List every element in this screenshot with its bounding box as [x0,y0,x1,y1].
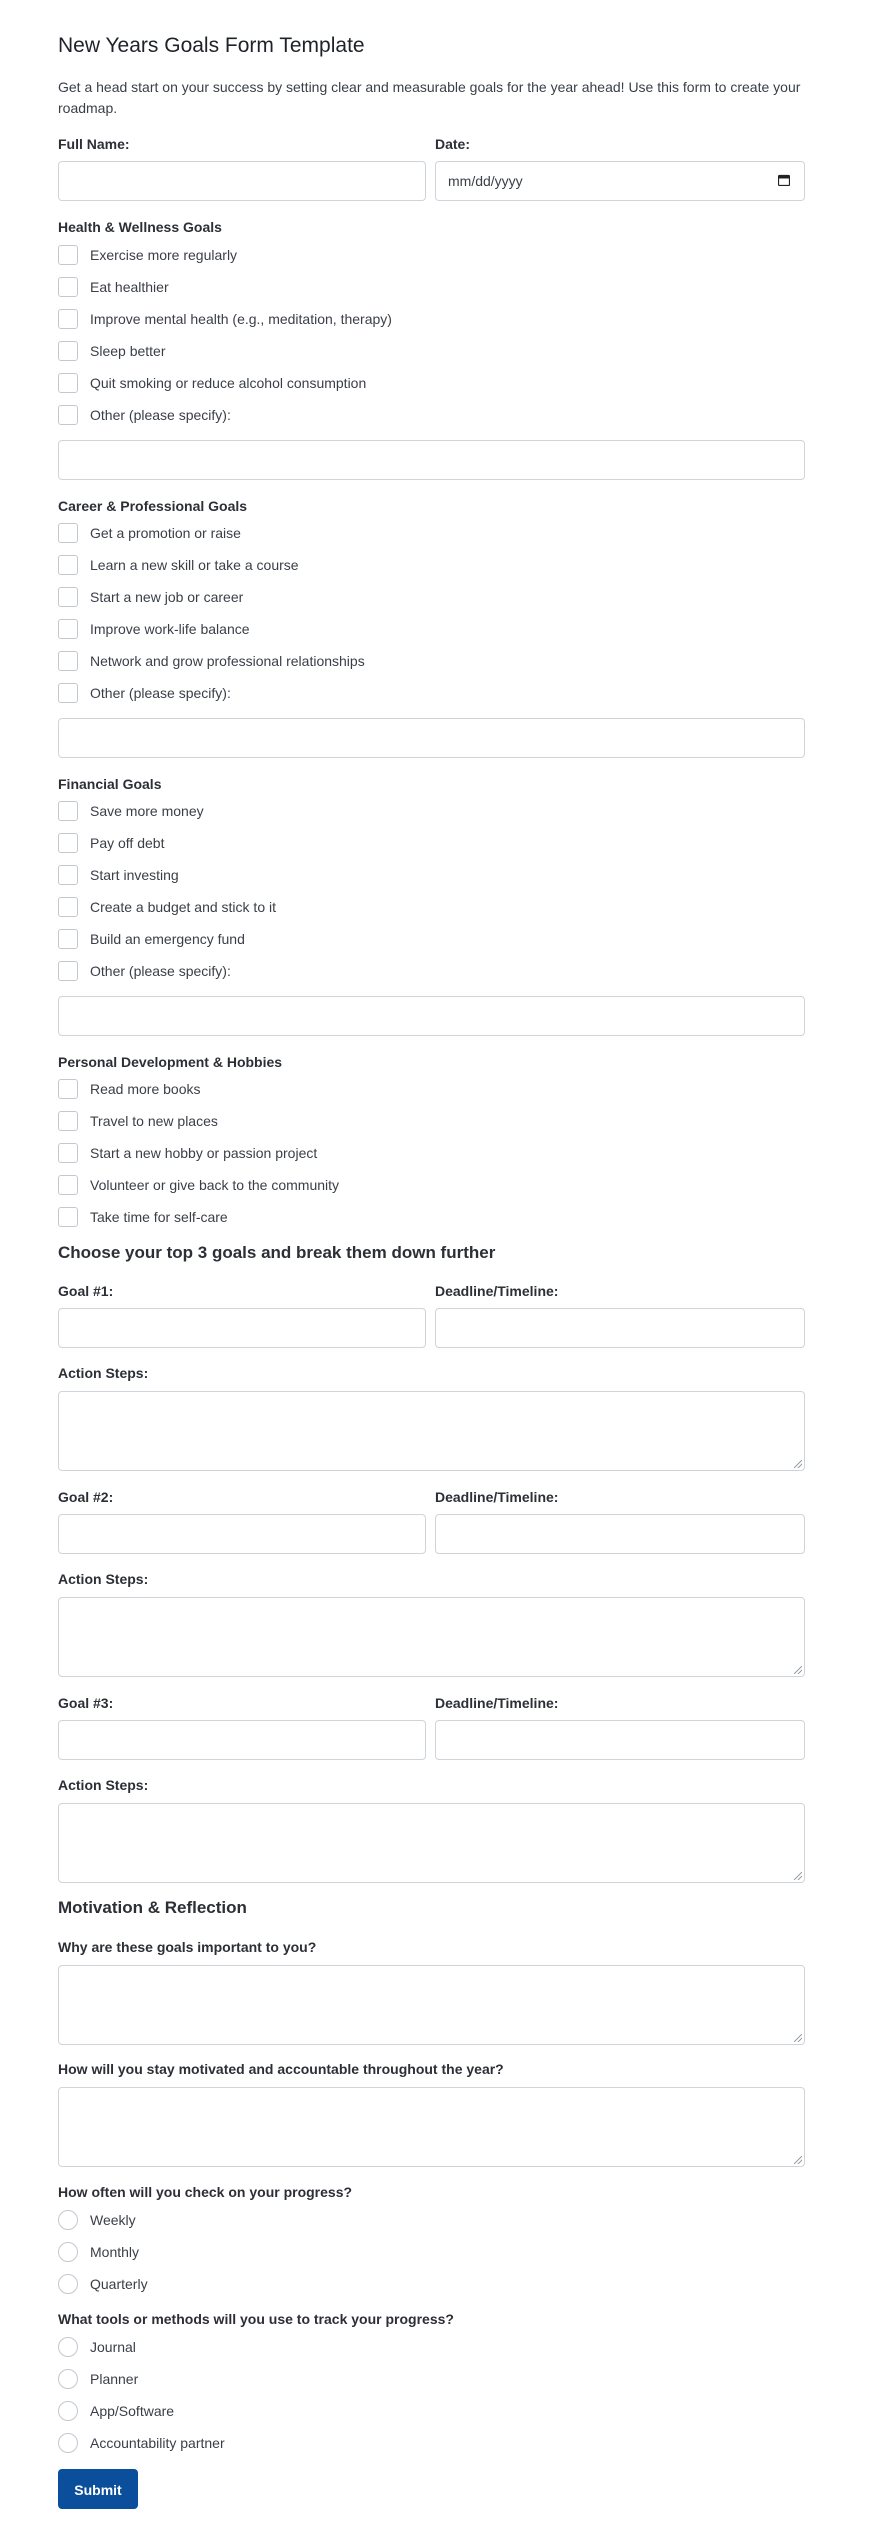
date-input[interactable] [435,161,805,201]
resize-handle-icon[interactable] [794,1872,802,1880]
goal3-input[interactable] [58,1720,426,1760]
tools-option[interactable]: Accountability partner [58,2432,225,2454]
personal-option[interactable]: Start a new hobby or passion project [58,1142,317,1164]
resize-handle-icon[interactable] [794,2034,802,2042]
health-option[interactable]: Eat healthier [58,276,169,298]
tools-label: What tools or methods will you use to track your progress? [58,2311,454,2327]
resize-handle-icon[interactable] [794,1460,802,1468]
checkbox[interactable] [58,523,78,543]
checkbox[interactable] [58,405,78,425]
deadline2-label: Deadline/Timeline: [435,1489,559,1505]
checkbox[interactable] [58,1143,78,1163]
why-label: Why are these goals important to you? [58,1939,317,1955]
action1-textarea[interactable] [58,1391,805,1471]
how-label: How will you stay motivated and accountable throughout the year? [58,2061,504,2077]
calendar-icon[interactable] [778,174,790,186]
frequency-option[interactable]: Monthly [58,2241,139,2263]
motivation-heading: Motivation & Reflection [58,1898,247,1917]
career-option[interactable]: Network and grow professional relationships [58,650,365,672]
goal1-input[interactable] [58,1308,426,1348]
financial-option[interactable]: Start investing [58,864,179,886]
checkbox[interactable] [58,245,78,265]
date-placeholder: mm/dd/yyyy [448,173,523,189]
checkbox[interactable] [58,801,78,821]
checkbox[interactable] [58,1111,78,1131]
radio-button[interactable] [58,2242,78,2262]
health-goals-label: Health & Wellness Goals [58,219,222,235]
checkbox[interactable] [58,651,78,671]
checkbox[interactable] [58,865,78,885]
checkbox[interactable] [58,309,78,329]
health-option[interactable]: Improve mental health (e.g., meditation, therapy) [58,308,392,330]
radio-button[interactable] [58,2337,78,2357]
career-option[interactable]: Start a new job or career [58,586,243,608]
submit-button[interactable]: Submit [58,2469,138,2509]
financial-option[interactable]: Save more money [58,800,204,822]
frequency-label: How often will you check on your progress? [58,2184,353,2200]
financial-other-input[interactable] [58,996,805,1036]
checkbox[interactable] [58,1207,78,1227]
goal2-input[interactable] [58,1514,426,1554]
deadline1-label: Deadline/Timeline: [435,1283,559,1299]
checkbox[interactable] [58,277,78,297]
frequency-option[interactable]: Weekly [58,2209,136,2231]
tools-option[interactable]: App/Software [58,2400,174,2422]
checkbox[interactable] [58,373,78,393]
financial-option[interactable]: Pay off debt [58,832,164,854]
personal-option[interactable]: Read more books [58,1078,201,1100]
why-textarea[interactable] [58,1965,805,2045]
financial-option-other[interactable]: Other (please specify): [58,960,231,982]
career-option[interactable]: Get a promotion or raise [58,522,241,544]
health-other-input[interactable] [58,440,805,480]
personal-goals-label: Personal Development & Hobbies [58,1054,283,1070]
personal-option[interactable]: Volunteer or give back to the community [58,1174,339,1196]
checkbox[interactable] [58,619,78,639]
health-option[interactable]: Quit smoking or reduce alcohol consumption [58,372,366,394]
resize-handle-icon[interactable] [794,1666,802,1674]
radio-button[interactable] [58,2401,78,2421]
health-option-other[interactable]: Other (please specify): [58,404,231,426]
deadline2-input[interactable] [435,1514,805,1554]
career-option[interactable]: Learn a new skill or take a course [58,554,299,576]
checkbox[interactable] [58,833,78,853]
deadline3-input[interactable] [435,1720,805,1760]
checkbox[interactable] [58,555,78,575]
full-name-label: Full Name: [58,136,130,152]
goal1-label: Goal #1: [58,1283,114,1299]
health-option[interactable]: Exercise more regularly [58,244,237,266]
date-label: Date: [435,136,471,152]
action1-label: Action Steps: [58,1365,149,1381]
financial-option[interactable]: Build an emergency fund [58,928,245,950]
checkbox[interactable] [58,929,78,949]
personal-option[interactable]: Travel to new places [58,1110,218,1132]
checkbox[interactable] [58,961,78,981]
goal3-label: Goal #3: [58,1695,114,1711]
career-option[interactable]: Improve work-life balance [58,618,250,640]
resize-handle-icon[interactable] [794,2156,802,2164]
career-option-other[interactable]: Other (please specify): [58,682,231,704]
radio-button[interactable] [58,2210,78,2230]
checkbox[interactable] [58,341,78,361]
checkbox[interactable] [58,683,78,703]
action3-textarea[interactable] [58,1803,805,1883]
personal-option[interactable]: Take time for self-care [58,1206,228,1228]
radio-button[interactable] [58,2433,78,2453]
checkbox[interactable] [58,897,78,917]
checkbox[interactable] [58,1175,78,1195]
full-name-input[interactable] [58,161,426,201]
health-option[interactable]: Sleep better [58,340,166,362]
career-goals-label: Career & Professional Goals [58,498,248,514]
top-goals-heading: Choose your top 3 goals and break them down further [58,1243,496,1262]
goal2-label: Goal #2: [58,1489,114,1505]
action2-label: Action Steps: [58,1571,149,1587]
tools-option[interactable]: Journal [58,2336,136,2358]
deadline1-input[interactable] [435,1308,805,1348]
tools-option[interactable]: Planner [58,2368,138,2390]
action3-label: Action Steps: [58,1777,149,1793]
form-intro: Get a head start on your success by setting clear and measurable goals for the year ahead! Use this form to create your roadmap. [58,79,801,116]
financial-goals-label: Financial Goals [58,776,162,792]
checkbox[interactable] [58,1079,78,1099]
deadline3-label: Deadline/Timeline: [435,1695,559,1711]
frequency-option[interactable]: Quarterly [58,2273,148,2295]
how-textarea[interactable] [58,2087,805,2167]
radio-button[interactable] [58,2274,78,2294]
checkbox[interactable] [58,587,78,607]
page-title: New Years Goals Form Template [58,34,365,57]
action2-textarea[interactable] [58,1597,805,1677]
financial-option[interactable]: Create a budget and stick to it [58,896,276,918]
career-other-input[interactable] [58,718,805,758]
radio-button[interactable] [58,2369,78,2389]
